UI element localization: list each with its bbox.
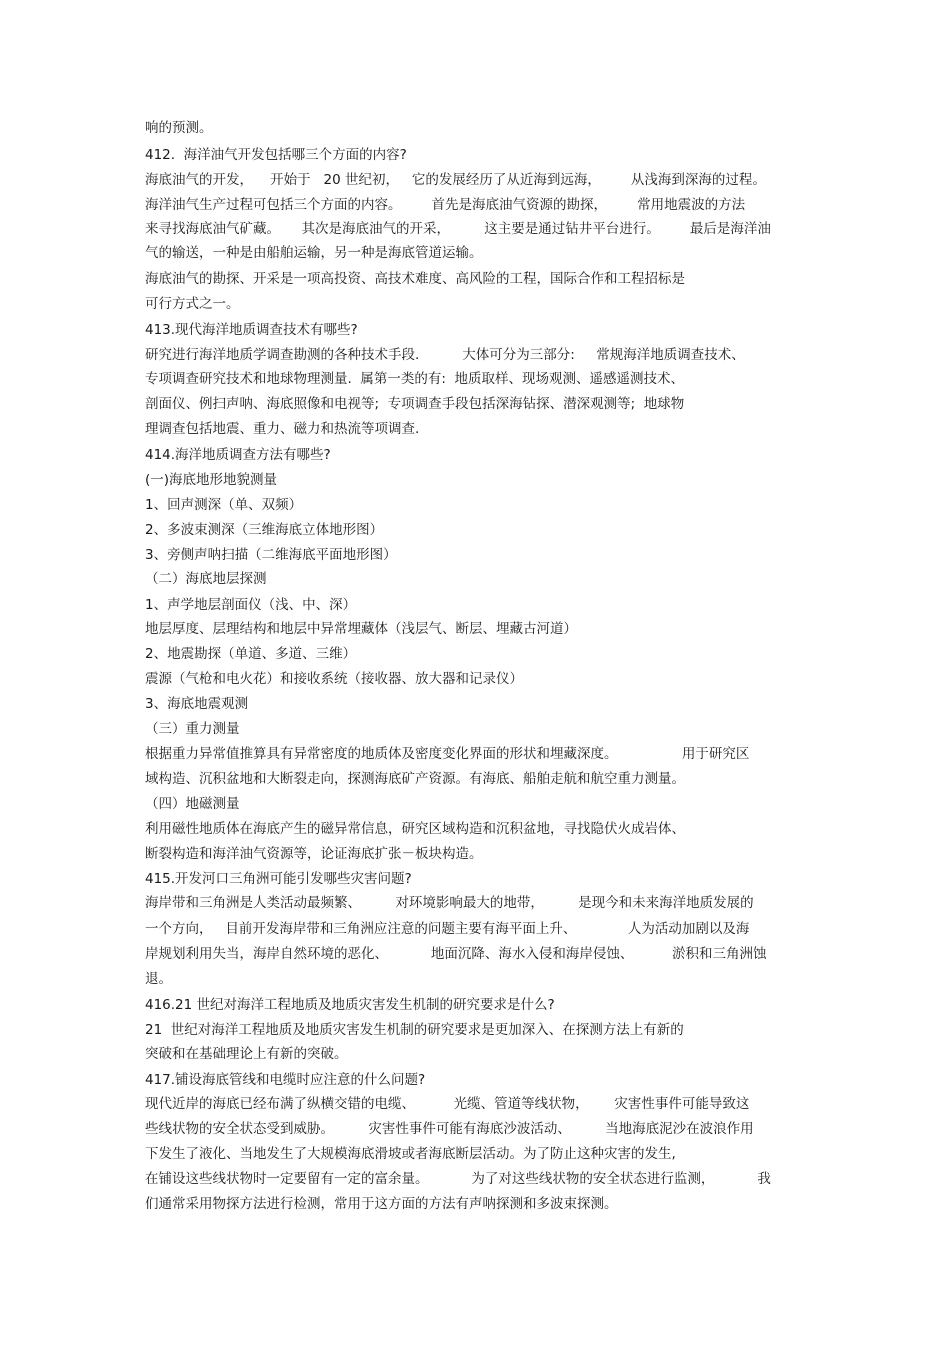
text-line: 21 世纪对海洋工程地质及地质灾害发生机制的研究要求是更加深入、在探测方法上有新的: [145, 1022, 684, 1038]
section-heading: （三）重力测量: [145, 721, 240, 737]
text-line: 研究进行海洋地质学调查勘测的各种技术手段. 大体可分为三部分: 常规海洋地质调查技术、: [145, 347, 745, 363]
text-line: 剖面仪、例扫声呐、海底照像和电视等; 专项调查手段包括深海钻探、潜深观测等; 地球物: [145, 396, 685, 412]
section-heading: (一)海底地形地貌测量: [145, 472, 278, 488]
list-item: 1、回声测深（单、双频）: [145, 497, 303, 513]
text-line: 一个方向， 目前开发海岸带和三角洲应注意的问题主要有海平面上升、 人为活动加剧以及海: [145, 921, 750, 937]
list-item: 3、旁侧声呐扫描（二维海底平面地形图）: [145, 547, 397, 563]
text-line: 断裂构造和海洋油气资源等，论证海底扩张－板块构造。: [145, 846, 483, 862]
section-heading: （四）地磁测量: [145, 796, 240, 812]
text-line: 来寻找海底油气矿藏。 其次是海底油气的开采， 这主要是通过钻井平台进行。 最后是海洋油: [145, 221, 771, 237]
text-line: 震源（气枪和电火花）和接收系统（接收器、放大器和记录仪）: [145, 671, 523, 687]
text-line: 利用磁性地质体在海底产生的磁异常信息，研究区域构造和沉积盆地，寻找隐伏火成岩体、: [145, 821, 685, 837]
text-line: 在铺设这些线状物时一定要留有一定的富余量。 为了对这些线状物的安全状态进行监测， 我: [145, 1171, 771, 1187]
text-line: 海洋油气生产过程可包括三个方面的内容。 首先是海底油气资源的勘探， 常用地震波的方法: [145, 197, 746, 213]
text-line: 理调查包括地震、重力、磁力和热流等项调查.: [145, 421, 420, 437]
text-line: 退。: [145, 971, 172, 987]
question-heading: 417.铺设海底管线和电缆时应注意的什么问题?: [145, 1072, 426, 1088]
text-line: 地层厚度、层理结构和地层中异常埋藏体（浅层气、断层、埋藏古河道）: [145, 621, 577, 637]
question-heading: 414.海洋地质调查方法有哪些?: [145, 447, 331, 463]
section-heading: （二）海底地层探测: [145, 571, 267, 587]
question-heading: 413.现代海洋地质调查技术有哪些?: [145, 322, 358, 338]
text-line: 突破和在基础理论上有新的突破。: [145, 1046, 348, 1062]
text-line: 气的输送，一种是由船舶运输，另一种是海底管道运输。: [145, 245, 483, 261]
text-line: 现代近岸的海底已经布满了纵横交错的电缆、 光缆、管道等线状物， 灾害性事件可能导致这: [145, 1096, 750, 1112]
text-line: 域构造、沉积盆地和大断裂走向，探测海底矿产资源。有海底、船舶走航和航空重力测量。: [145, 771, 685, 787]
text-line: 专项调查研究技术和地球物理测量. 属第一类的有: 地质取样、现场观测、遥感遥测技术、: [145, 371, 685, 387]
question-heading: 415.开发河口三角洲可能引发哪些灾害问题?: [145, 871, 412, 887]
text-line: 些线状物的安全状态受到威胁。 灾害性事件可能有海底沙波活动、 当地海底泥沙在波浪作用: [145, 1121, 754, 1137]
list-item: 1、声学地层剖面仪（浅、中、深）: [145, 597, 357, 613]
text-line: 下发生了液化、当地发生了大规模海底滑坡或者海底断层活动。为了防止这种灾害的发生,: [145, 1146, 676, 1162]
text-line: 们通常采用物探方法进行检测，常用于这方面的方法有声呐探测和多波束探测。: [145, 1196, 618, 1212]
list-item: 3、海底地震观测: [145, 696, 249, 712]
text-line: 岸规划利用失当，海岸自然环境的恶化、 地面沉降、海水入侵和海岸侵蚀、 淤积和三角洲蚀: [145, 946, 767, 962]
text-line: 海底油气的勘探、开采是一项高投资、高技术难度、高风险的工程，国际合作和工程招标是: [145, 271, 685, 287]
text-line: 根据重力异常值推算具有异常密度的地质体及密度变化界面的形状和埋藏深度。 用于研究区: [145, 746, 750, 762]
text-line: 响的预测。: [145, 120, 213, 136]
list-item: 2、地震勘探（单道、多道、三维）: [145, 646, 357, 662]
text-line: 海底油气的开发， 开始于 20 世纪初， 它的发展经历了从近海到远海， 从浅海到深海的过程。: [145, 172, 766, 188]
text-line: 海岸带和三角洲是人类活动最频繁、 对环境影响最大的地带， 是现今和未来海洋地质发展的: [145, 895, 754, 911]
question-heading: 416.21 世纪对海洋工程地质及地质灾害发生机制的研究要求是什么?: [145, 997, 555, 1013]
text-line: 可行方式之一。: [145, 296, 240, 312]
question-heading: 412. 海洋油气开发包括哪三个方面的内容?: [145, 147, 407, 163]
list-item: 2、多波束测深（三维海底立体地形图）: [145, 522, 384, 538]
